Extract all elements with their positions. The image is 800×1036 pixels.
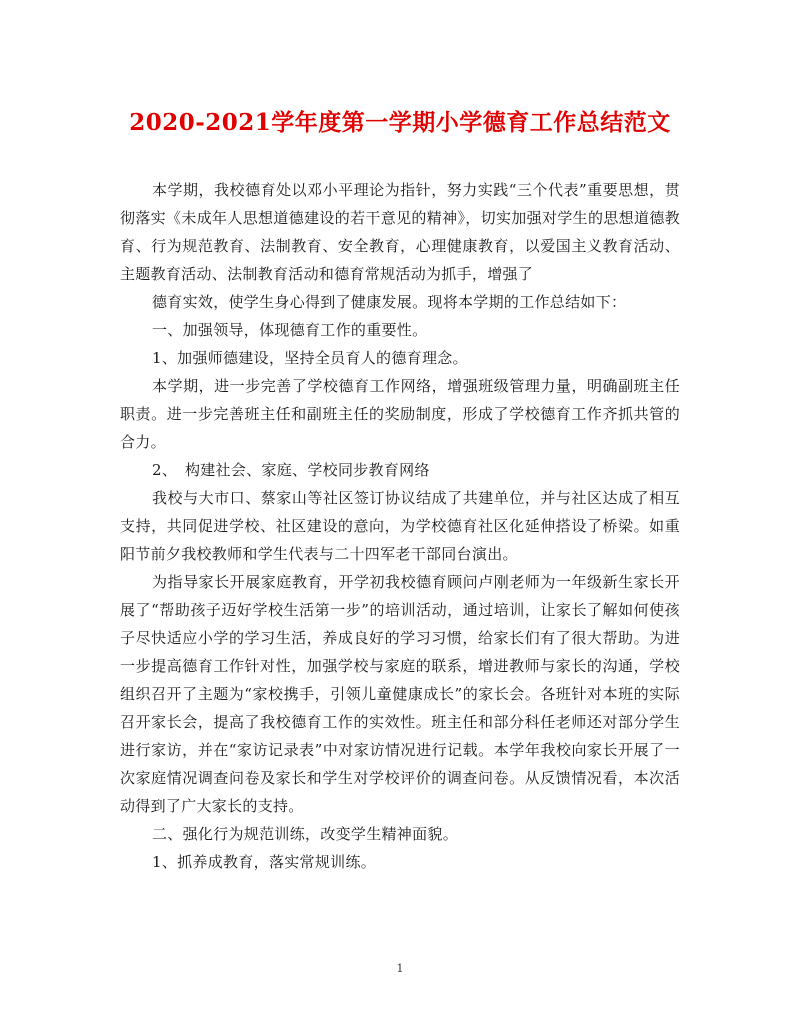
subsection-heading-2-1: 1、抓养成教育，落实常规训练。: [152, 853, 377, 871]
subsection-heading-1-1: 1、加强师德建设，坚持全员育人的德育理念。: [152, 349, 468, 367]
page-number: 1: [396, 962, 404, 975]
subsection-heading-1-2: 2、 构建社会、家庭、学校同步教育网络: [152, 461, 430, 479]
document-title: 2020-2021学年度第一学期小学德育工作总结范文: [129, 109, 671, 136]
paragraph-intro-continued: 德育实效，使学生身心得到了健康发展。现将本学期的工作总结如下：: [152, 293, 627, 311]
paragraph-community: 我校与大市口、蔡家山等社区签订协议结成了共建单位，并与社区达成了相互支持，共同促进学校、社区建设的意向，为学校德育社区化延伸搭设了桥梁。如重阳节前夕我校教师和学生代表与二十四军老干部同台演出。: [120, 489, 680, 563]
paragraph-teacher-ethics: 本学期，进一步完善了学校德育工作网络，增强班级管理力量，明确副班主任职责。进一步完善班主任和副班主任的奖励制度，形成了学校德育工作齐抓共管的合力。: [120, 377, 680, 451]
paragraph-intro: 本学期，我校德育处以邓小平理论为指针，努力实践“三个代表”重要思想，贯彻落实《未成年人思想道德建设的若干意见的精神》，切实加强对学生的思想道德教育、行为规范教育、法制教育、安全教育，心理健康教育，以爱国主义教育活动、主题教育活动、法制教育活动和德育常规活动为抓手，增强了: [120, 181, 680, 283]
section-heading-2: 二、强化行为规范训练，改变学生精神面貌。: [152, 825, 459, 843]
paragraph-family-education: 为指导家长开展家庭教育，开学初我校德育顾问卢刚老师为一年级新生家长开展了“帮助孩子迈好学校生活第一步”的培训活动，通过培训，让家长了解如何使孩子尽快适应小学的学习生活，养成良好的学习习惯，给家长们有了很大帮助。为进一步提高德育工作针对性，加强学校与家庭的联系，增进教师与家长的沟通，学校组织召开了主题为“家校携手，引领儿童健康成长”的家长会。各班针对本班的实际召开家长会，提高了我校德育工作的实效性。班主任和部分科任老师还对部分学生进行家访，并在“家访记录表”中对家访情况进行记载。本学年我校向家长开展了一次家庭情况调查问卷及家长和学生对学校评价的调查问卷。从反馈情况看，本次活动得到了广大家长的支持。: [120, 573, 680, 815]
document-body: [120, 176, 680, 876]
section-heading-1: 一、加强领导，体现德育工作的重要性。: [152, 321, 428, 339]
